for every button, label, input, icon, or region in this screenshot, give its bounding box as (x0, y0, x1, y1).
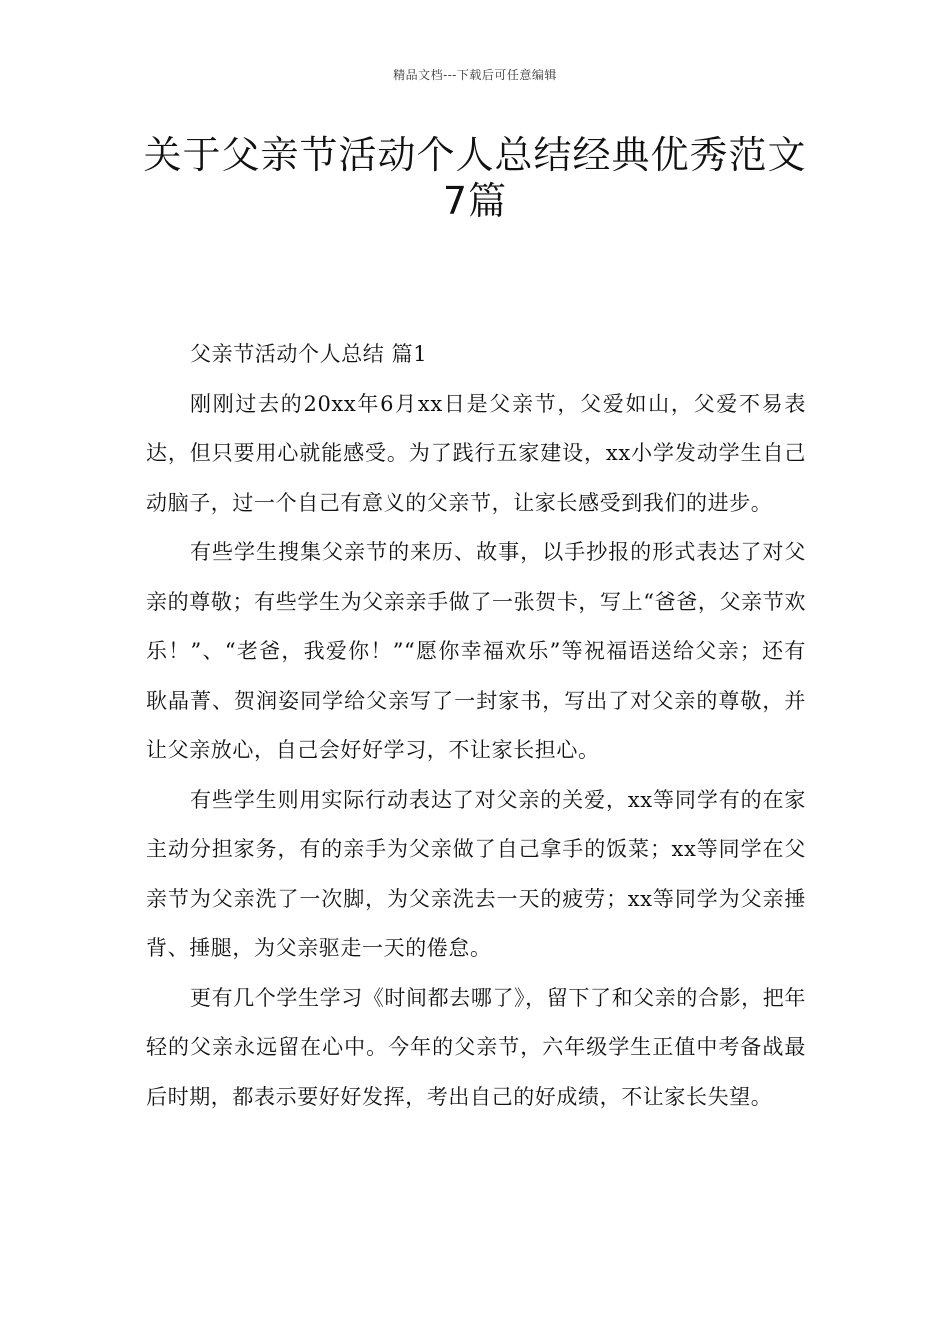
document-title (100, 132, 850, 224)
paragraph: 更有几个学生学习《时间都去哪了》，留下了和父亲的合影，把年轻的父亲永远留在心中。今年的父亲节，六年级学生正值中考备战最后时期，都表示要好好发挥，考出自己的好成绩，不让家长失望。 (146, 985, 806, 1109)
title-line-2: 7篇 (442, 179, 508, 223)
paragraph: 有些学生则用实际行动表达了对父亲的关爱，xx等同学有的在家主动分担家务，有的亲手为父亲做了自己拿手的饭菜；xx等同学在父亲节为父亲洗了一次脚，为父亲洗去一天的疲劳；xx等同学为父亲捶背、捶腿，为父亲驱走一天的倦怠。 (146, 787, 806, 960)
document-body (146, 330, 806, 1122)
paragraph: 有些学生搜集父亲节的来历、故事，以手抄报的形式表达了对父亲的尊敬；有些学生为父亲亲手做了一张贺卡，写上“爸爸，父亲节欢乐！”、“老爸，我爱你！”“愿你幸福欢乐”等祝福语送给父亲；还有耿晶菁、贺润姿同学给父亲写了一封家书，写出了对父亲的尊敬，并让父亲放心，自己会好好学习，不让家长担心。 (146, 540, 806, 762)
paragraph: 刚刚过去的20xx年6月xx日是父亲节，父爱如山，父爱不易表达，但只要用心就能感受。为了践行五家建设，xx小学发动学生自己动脑子，过一个自己有意义的父亲节，让家长感受到我们的进步。 (146, 391, 806, 515)
header-note: 精品文档---下载后可任意编辑 (393, 68, 557, 82)
section-heading: 父亲节活动个人总结 篇1 (190, 342, 428, 366)
title-line-1: 关于父亲节活动个人总结经典优秀范文 (143, 133, 807, 177)
